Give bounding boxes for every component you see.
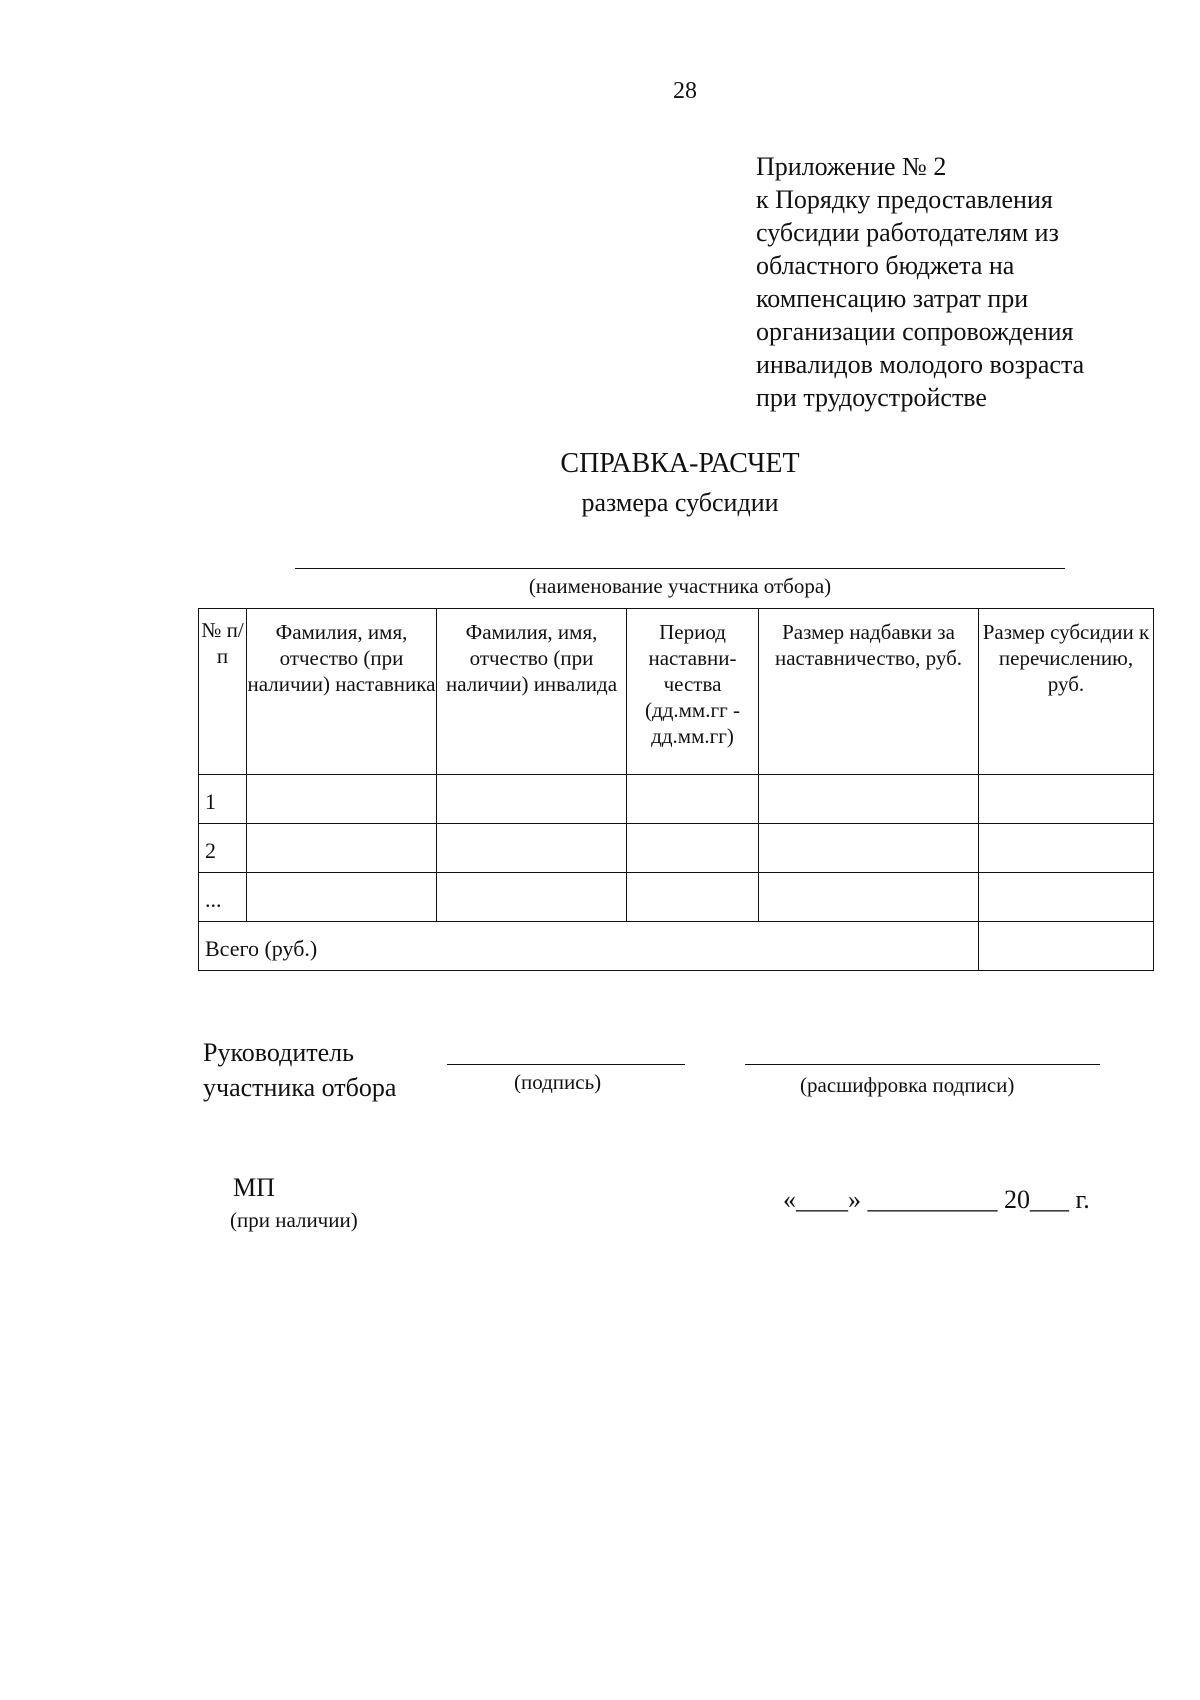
total-value-cell[interactable]	[979, 922, 1154, 971]
disabled-name-cell[interactable]	[437, 824, 627, 873]
participant-name-field[interactable]	[295, 568, 1065, 569]
period-cell[interactable]	[627, 775, 759, 824]
bonus-cell[interactable]	[759, 775, 979, 824]
calculation-table	[198, 608, 1154, 971]
signature-transcript-caption: (расшифровка подписи)	[800, 1073, 1015, 1097]
bonus-cell[interactable]	[759, 824, 979, 873]
row-number-cell: 2	[199, 824, 247, 873]
subsidy-cell[interactable]	[979, 873, 1154, 922]
column-header-mentor-name: Фамилия, имя, отчество (при наличии) наставника	[247, 609, 437, 775]
total-row	[199, 922, 1154, 971]
appendix-line: к Порядку предоставления	[756, 185, 1053, 214]
signatory-label	[203, 1035, 396, 1105]
document-title: СПРАВКА-РАСЧЕТ	[560, 448, 800, 479]
disabled-name-cell[interactable]	[437, 873, 627, 922]
appendix-line: субсидии работодателям из	[756, 218, 1059, 247]
appendix-line: Приложение № 2	[756, 152, 947, 181]
total-label: Всего (руб.)	[199, 922, 979, 971]
subsidy-cell[interactable]	[979, 775, 1154, 824]
appendix-line: при трудоустройстве	[756, 383, 987, 412]
mentor-name-cell[interactable]	[247, 775, 437, 824]
column-header-disabled-name: Фамилия, имя, отчество (при наличии) инвалида	[437, 609, 627, 775]
date-field[interactable]: «____» __________ 20___ г.	[783, 1185, 1090, 1214]
column-header-mentoring-period: Период наставни-чества (дд.мм.гг - дд.мм.гг)	[627, 609, 759, 775]
appendix-line: инвалидов молодого возраста	[756, 350, 1085, 379]
appendix-line: организации сопровождения	[756, 317, 1074, 346]
column-header-bonus-amount: Размер надбавки за наставничество, руб.	[759, 609, 979, 775]
appendix-line: областного бюджета на	[756, 251, 1015, 280]
document-subtitle: размера субсидии	[581, 488, 779, 517]
signature-field[interactable]	[447, 1064, 685, 1065]
mentor-name-cell[interactable]	[247, 873, 437, 922]
appendix-note	[756, 150, 1084, 414]
period-cell[interactable]	[627, 873, 759, 922]
appendix-line: компенсацию затрат при	[756, 284, 1029, 313]
stamp-caption: (при наличии)	[230, 1208, 358, 1232]
table-row	[199, 824, 1154, 873]
subsidy-cell[interactable]	[979, 824, 1154, 873]
participant-caption: (наименование участника отбора)	[528, 574, 832, 598]
signature-caption: (подпись)	[514, 1070, 602, 1094]
bonus-cell[interactable]	[759, 873, 979, 922]
row-number-cell: ...	[199, 873, 247, 922]
period-cell[interactable]	[627, 824, 759, 873]
column-header-subsidy-amount: Размер субсидии к перечислению, руб.	[979, 609, 1154, 775]
column-header-number: № п/п	[199, 609, 247, 775]
signatory-label-line: Руководитель	[203, 1038, 354, 1067]
table-header-row	[199, 609, 1154, 775]
table-row	[199, 775, 1154, 824]
stamp-label: МП	[233, 1173, 275, 1202]
row-number-cell: 1	[199, 775, 247, 824]
signature-transcript-field[interactable]	[745, 1064, 1100, 1065]
page-number: 28	[673, 78, 697, 104]
disabled-name-cell[interactable]	[437, 775, 627, 824]
table-row	[199, 873, 1154, 922]
signatory-label-line: участника отбора	[203, 1073, 397, 1102]
mentor-name-cell[interactable]	[247, 824, 437, 873]
